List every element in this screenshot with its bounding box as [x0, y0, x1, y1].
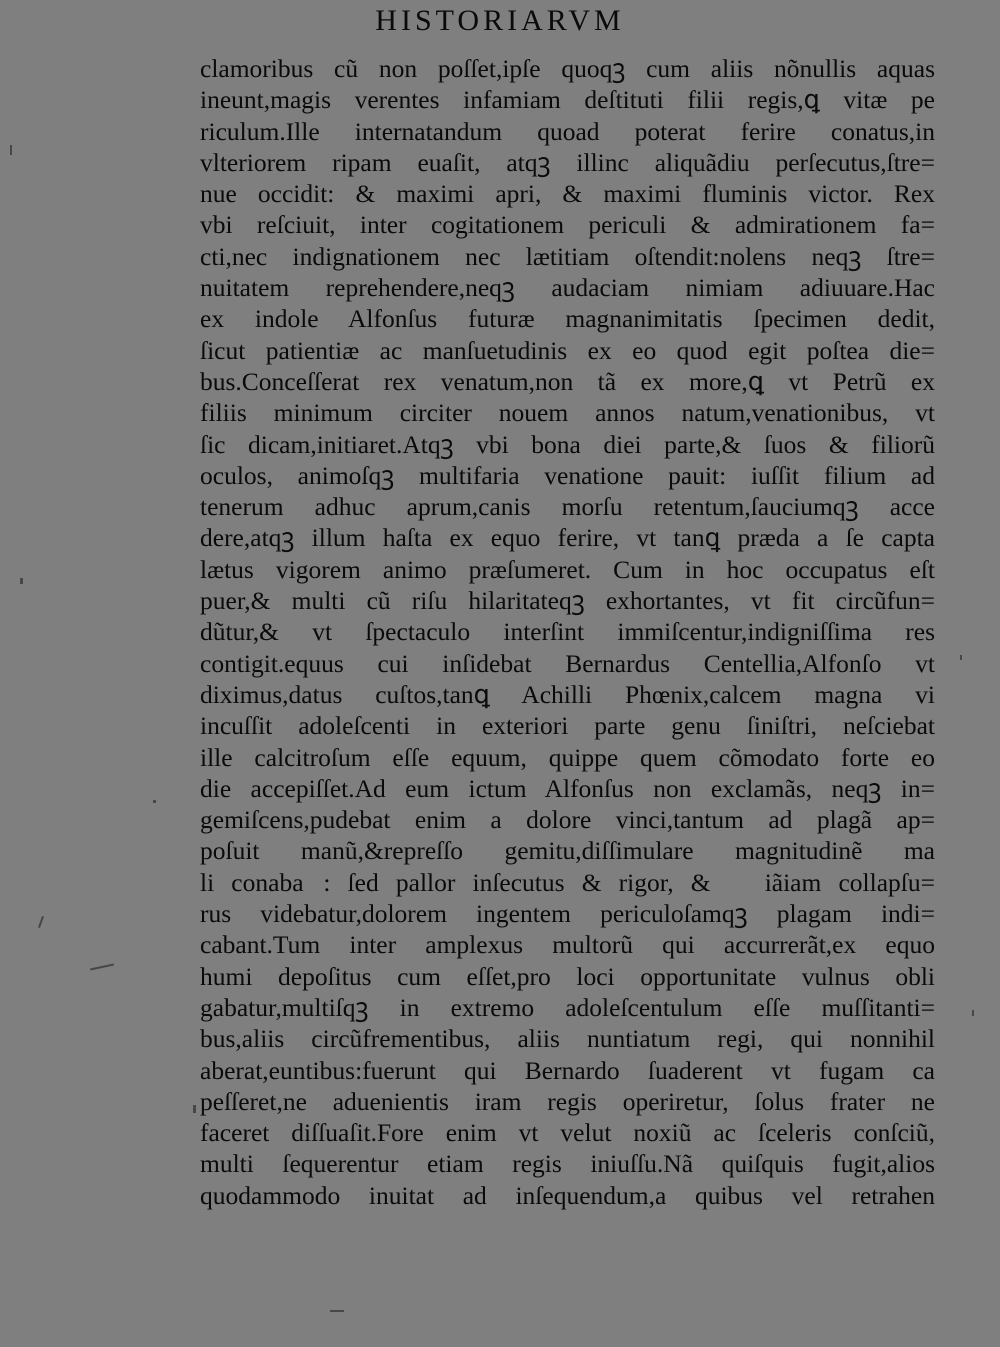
text-line: faceret diſſuaſit.Fore enim vt velut noxiũ ac ſceleris conſciũ,: [200, 1118, 935, 1148]
scan-speck: [972, 1010, 974, 1016]
scan-speck: [90, 964, 114, 971]
scan-speck: [10, 145, 12, 155]
text-line: tenerum adhuc aprum,canis morſu retentum,ſauciumqꝫ acce: [200, 492, 935, 522]
text-line: incuſſit adoleſcenti in exteriori parte genu ſiniſtri, neſciebat: [200, 711, 935, 741]
scan-speck: [330, 1310, 344, 1312]
text-line: poſuit manũ,&repreſſo gemitu,diſſimulare magnitudinẽ ma: [200, 836, 935, 866]
scan-speck: [38, 916, 44, 928]
text-line: ſicut patientiæ ac manſuetudinis ex eo quod egit poſtea die=: [200, 335, 935, 365]
text-line: gabatur,multiſqꝫ in extremo adoleſcentulum eſſe muſſitanti=: [200, 992, 935, 1022]
text-line: multi ſequerentur etiam regis iniuſſu.Nã quiſquis fugit,alios: [200, 1149, 935, 1179]
text-line: cabant.Tum inter amplexus multorũ qui accurrerãt,ex equo: [200, 930, 935, 960]
text-line: dũtur,& vt ſpectaculo interſint immiſcentur,indigniſſima res: [200, 617, 935, 647]
scan-speck: [193, 1105, 196, 1113]
text-line: ineunt,magis verentes infamiam deſtituti filii regis,ꝗ vitæ pe: [200, 85, 935, 115]
running-head: HISTORIARVM: [375, 4, 625, 37]
text-line: aberat,euntibus:fuerunt qui Bernardo ſuaderent vt fugam ca: [200, 1055, 935, 1085]
text-line: lætus vigorem animo præſumeret. Cum in hoc occupatus eſt: [200, 554, 935, 584]
text-line: ille calcitroſum eſſe equum, quippe quem cõmodato forte eo: [200, 742, 935, 772]
text-line: diximus,datus cuſtos,tanꝗ Achilli Phœnix,calcem magna vi: [200, 679, 935, 709]
text-line: oculos, animoſqꝫ multifaria venatione pauit: iuſſit filium ad: [200, 460, 935, 490]
text-line: ex indole Alfonſus futuræ magnanimitatis ſpecimen dedit,: [200, 304, 935, 334]
text-line: clamoribus cũ non poſſet,ipſe quoqꝫ cum aliis nõnullis aquas: [200, 54, 935, 83]
scan-speck: [153, 800, 156, 803]
text-line: rus videbatur,dolorem ingentem periculoſamqꝫ plagam indi=: [200, 899, 935, 929]
body-text: [200, 53, 935, 1211]
text-line: quodammodo inuitat ad inſequendum,a quibus vel retrahen: [200, 1180, 935, 1210]
text-line: bus.Conceſſerat rex venatum,non tã ex more,ꝗ vt Petrũ ex: [200, 366, 935, 396]
text-line: bus,aliis circũfrementibus, aliis nuntiatum regi, qui nonnihil: [200, 1024, 935, 1054]
text-line: nuitatem reprehendere,neqꝫ audaciam nimiam adiuuare.Hac: [200, 273, 935, 303]
text-line: ſic dicam,initiaret.Atqꝫ vbi bona diei parte,& ſuos & filiorũ: [200, 429, 935, 459]
text-line: gemiſcens,pudebat enim a dolore vinci,tantum ad plagã ap=: [200, 805, 935, 835]
text-line: humi depoſitus cum eſſet,pro loci opportunitate vulnus obli: [200, 961, 935, 991]
text-line: peſſeret,ne aduenientis iram regis operiretur, ſolus frater ne: [200, 1086, 935, 1116]
text-line: die accepiſſet.Ad eum ictum Alfonſus non exclamãs, neqꝫ in=: [200, 773, 935, 803]
text-line: dere,atqꝫ illum haſta ex equo ferire, vt tanꝗ præda a ſe capta: [200, 523, 935, 553]
text-line: li conabaᷓ: ſed pallor inſecutus & rigor, & ꝙ iãiam collapſu=: [200, 867, 935, 897]
text-line: contigit.equus cui inſidebat Bernardus Centellia,Alfonſo vt: [200, 648, 935, 678]
text-line: filiis minimum circiter nouem annos natum,venationibus, vt: [200, 398, 935, 428]
scan-speck: [960, 655, 962, 660]
scan-speck: [20, 578, 23, 584]
text-line: puer,& multi cũ riſu hilaritateqꝫ exhortantes, vt fit circũfun=: [200, 586, 935, 616]
text-line: nue occidit: & maximi apri, & maximi fluminis victor. Rex: [200, 179, 935, 209]
text-line: riculum.Ille internatandum quoad poterat ferire conatus,in: [200, 116, 935, 146]
text-line: vbi reſciuit, inter cogitationem periculi & admirationem fa=: [200, 210, 935, 240]
text-line: cti,nec indignationem nec lætitiam oſtendit:nolens neqꝫ ſtre=: [200, 241, 935, 271]
text-line: vlteriorem ripam euaſit, atqꝫ illinc aliquãdiu perſecutus,ſtre=: [200, 147, 935, 177]
